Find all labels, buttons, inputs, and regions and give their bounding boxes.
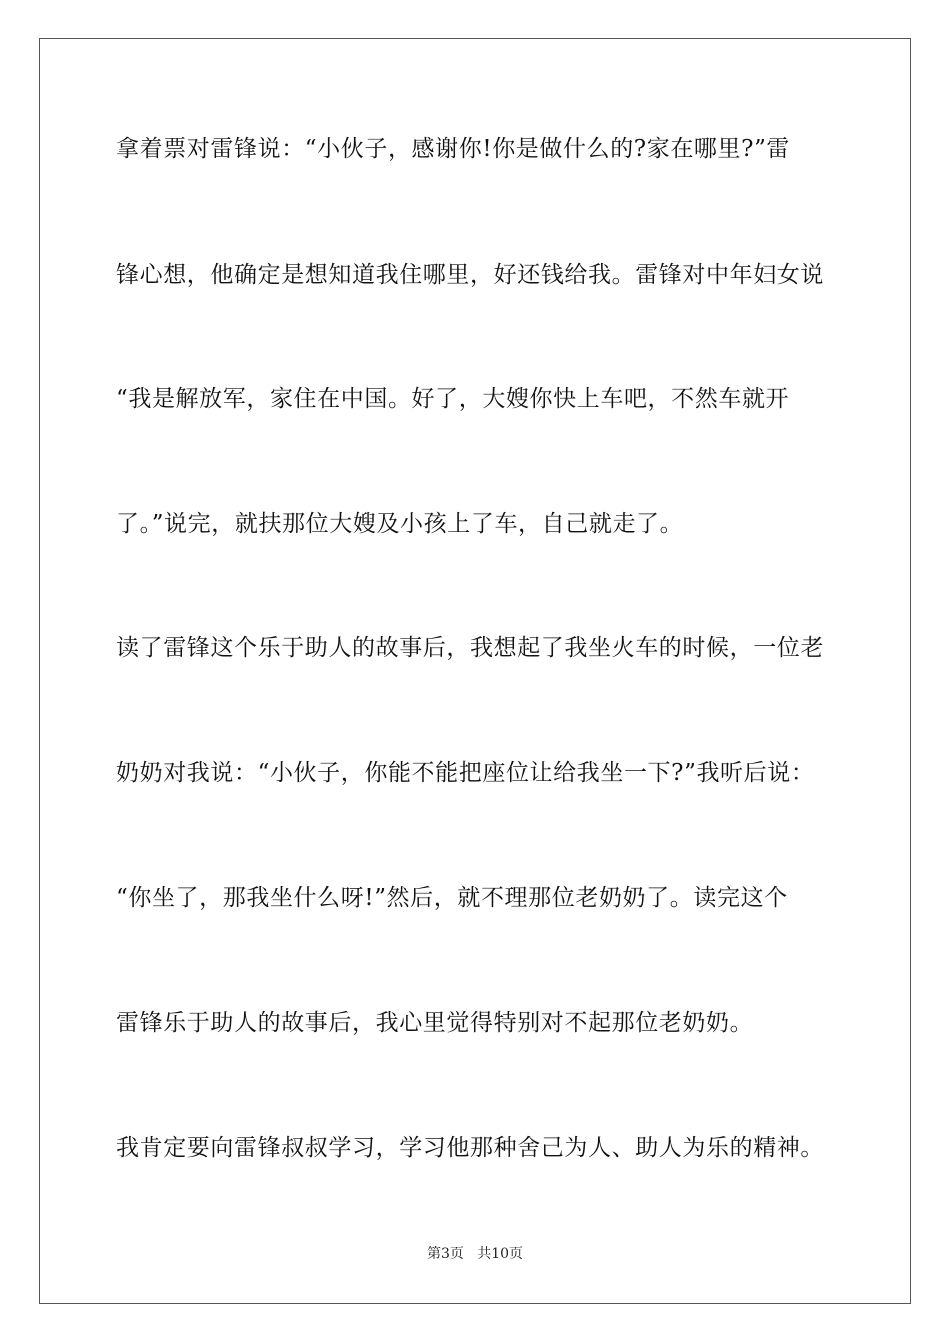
paragraph-line-7: “你坐了，那我坐什么呀!”然后，就不理那位老奶奶了。读完这个 bbox=[116, 885, 788, 911]
page-border bbox=[39, 38, 911, 1304]
paragraph-line-5: 读了雷锋这个乐于助人的故事后，我想起了我坐火车的时候，一位老 bbox=[116, 635, 824, 661]
paragraph-line-9: 我肯定要向雷锋叔叔学习，学习他那种舍己为人、助人为乐的精神。 bbox=[116, 1135, 824, 1161]
paragraph-line-6: 奶奶对我说：“小伙子，你能不能把座位让给我坐一下?”我听后说： bbox=[116, 760, 815, 786]
paragraph-line-3: “我是解放军，家住在中国。好了，大嫂你快上车吧，不然车就开 bbox=[116, 386, 790, 412]
paragraph-line-2: 锋心想，他确定是想知道我住哪里，好还钱给我。雷锋对中年妇女说 bbox=[116, 262, 824, 288]
paragraph-line-1: 拿着票对雷锋说：“小伙子，感谢你!你是做什么的?家在哪里?”雷 bbox=[116, 136, 791, 162]
paragraph-line-8: 雷锋乐于助人的故事后，我心里觉得特别对不起那位老奶奶。 bbox=[116, 1010, 754, 1036]
page-number-footer: 第3页 共10页 bbox=[426, 1246, 524, 1262]
paragraph-line-4: 了。”说完，就扶那位大嫂及小孩上了车，自己就走了。 bbox=[116, 511, 684, 537]
